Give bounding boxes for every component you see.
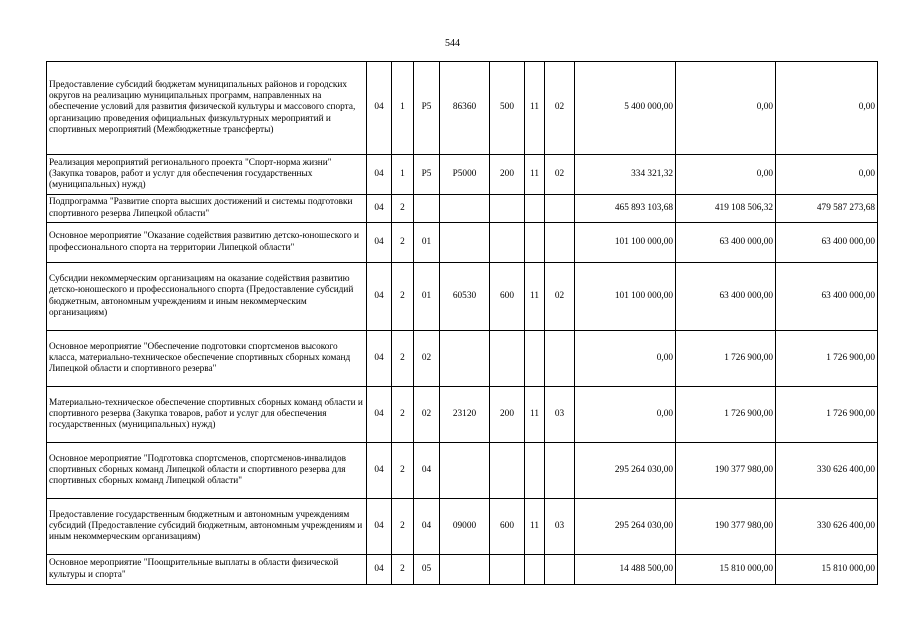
program-code: 04 bbox=[367, 223, 392, 263]
section-code: 11 bbox=[525, 155, 545, 195]
program-code: 04 bbox=[367, 555, 392, 585]
measure-code: 05 bbox=[414, 555, 440, 585]
program-code: 04 bbox=[367, 155, 392, 195]
program-code: 04 bbox=[367, 387, 392, 443]
program-code: 04 bbox=[367, 195, 392, 223]
page-number: 544 bbox=[445, 38, 460, 49]
row-description: Основное мероприятие "Подготовка спортсменов, спортсменов-инвалидов спортивных сборных команд Липецкой области и спортивного резерва для спортивных сборных команд Липецкой области" bbox=[47, 443, 367, 499]
table-row bbox=[47, 62, 878, 155]
subsection-code bbox=[545, 331, 575, 387]
subprogram-code: 2 bbox=[392, 499, 414, 555]
amount-year-1: 101 100 000,00 bbox=[575, 223, 676, 263]
subprogram-code: 2 bbox=[392, 195, 414, 223]
expense-type-code: 200 bbox=[490, 387, 525, 443]
amount-year-3: 63 400 000,00 bbox=[776, 263, 878, 331]
subprogram-code: 2 bbox=[392, 387, 414, 443]
program-code: 04 bbox=[367, 62, 392, 155]
program-code: 04 bbox=[367, 499, 392, 555]
subsection-code: 02 bbox=[545, 62, 575, 155]
subprogram-code: 2 bbox=[392, 443, 414, 499]
direction-code bbox=[440, 195, 490, 223]
expense-type-code: 600 bbox=[490, 499, 525, 555]
section-code bbox=[525, 555, 545, 585]
table-row bbox=[47, 331, 878, 387]
measure-code: P5 bbox=[414, 62, 440, 155]
section-code bbox=[525, 195, 545, 223]
expense-type-code bbox=[490, 195, 525, 223]
amount-year-3: 0,00 bbox=[776, 155, 878, 195]
row-description: Основное мероприятие "Поощрительные выплаты в области физической культуры и спорта" bbox=[47, 555, 367, 585]
measure-code: 01 bbox=[414, 223, 440, 263]
direction-code bbox=[440, 223, 490, 263]
amount-year-3: 0,00 bbox=[776, 62, 878, 155]
direction-code: 09000 bbox=[440, 499, 490, 555]
amount-year-3: 330 626 400,00 bbox=[776, 443, 878, 499]
amount-year-2: 0,00 bbox=[676, 62, 776, 155]
direction-code: 60530 bbox=[440, 263, 490, 331]
amount-year-2: 1 726 900,00 bbox=[676, 331, 776, 387]
row-description: Реализация мероприятий регионального проекта "Спорт-норма жизни" (Закупка товаров, работ и услуг для обеспечения государственных (муниципальных) нужд) bbox=[47, 155, 367, 195]
table-row bbox=[47, 223, 878, 263]
section-code bbox=[525, 223, 545, 263]
amount-year-3: 330 626 400,00 bbox=[776, 499, 878, 555]
measure-code: 02 bbox=[414, 331, 440, 387]
row-description: Основное мероприятие "Обеспечение подготовки спортсменов высокого класса, материально-техническое обеспечение спортивных сборных команд Липецкой области и спортивного резерва" bbox=[47, 331, 367, 387]
direction-code bbox=[440, 331, 490, 387]
subsection-code bbox=[545, 223, 575, 263]
program-code: 04 bbox=[367, 331, 392, 387]
expense-type-code bbox=[490, 223, 525, 263]
measure-code bbox=[414, 195, 440, 223]
row-description: Подпрограмма "Развитие спорта высших достижений и системы подготовки спортивного резерва Липецкой области" bbox=[47, 195, 367, 223]
table-row bbox=[47, 155, 878, 195]
amount-year-2: 419 108 506,32 bbox=[676, 195, 776, 223]
amount-year-2: 63 400 000,00 bbox=[676, 223, 776, 263]
subprogram-code: 2 bbox=[392, 223, 414, 263]
amount-year-3: 479 587 273,68 bbox=[776, 195, 878, 223]
direction-code: 86360 bbox=[440, 62, 490, 155]
table-row bbox=[47, 195, 878, 223]
section-code bbox=[525, 443, 545, 499]
section-code: 11 bbox=[525, 387, 545, 443]
row-description: Предоставление государственным бюджетным и автономным учреждениям субсидий (Предоставление субсидий бюджетным, автономным учреждениям и иным некоммерческим организациям) bbox=[47, 499, 367, 555]
program-code: 04 bbox=[367, 263, 392, 331]
subsection-code: 02 bbox=[545, 263, 575, 331]
amount-year-1: 0,00 bbox=[575, 387, 676, 443]
amount-year-2: 1 726 900,00 bbox=[676, 387, 776, 443]
row-description: Материально-техническое обеспечение спортивных сборных команд области и спортивного резерва (Закупка товаров, работ и услуг для обеспечения государственных (муниципальных) нужд) bbox=[47, 387, 367, 443]
amount-year-2: 190 377 980,00 bbox=[676, 443, 776, 499]
amount-year-3: 1 726 900,00 bbox=[776, 331, 878, 387]
program-code: 04 bbox=[367, 443, 392, 499]
subprogram-code: 2 bbox=[392, 331, 414, 387]
table-row bbox=[47, 263, 878, 331]
amount-year-1: 465 893 103,68 bbox=[575, 195, 676, 223]
expense-type-code: 600 bbox=[490, 263, 525, 331]
amount-year-3: 1 726 900,00 bbox=[776, 387, 878, 443]
amount-year-2: 63 400 000,00 bbox=[676, 263, 776, 331]
subsection-code: 02 bbox=[545, 155, 575, 195]
amount-year-3: 15 810 000,00 bbox=[776, 555, 878, 585]
measure-code: P5 bbox=[414, 155, 440, 195]
amount-year-1: 334 321,32 bbox=[575, 155, 676, 195]
subsection-code bbox=[545, 195, 575, 223]
amount-year-1: 101 100 000,00 bbox=[575, 263, 676, 331]
subprogram-code: 2 bbox=[392, 263, 414, 331]
table-row bbox=[47, 387, 878, 443]
amount-year-3: 63 400 000,00 bbox=[776, 223, 878, 263]
amount-year-2: 0,00 bbox=[676, 155, 776, 195]
row-description: Предоставление субсидий бюджетам муниципальных районов и городских округов на реализацию муниципальных программ, направленных на обеспечение условий для развития физической культуры и массового спорта, организацию проведения официальных физкультурных мероприятий и спортивных мероприятий (Межбюджетные трансферты) bbox=[47, 62, 367, 155]
amount-year-2: 15 810 000,00 bbox=[676, 555, 776, 585]
table-row bbox=[47, 555, 878, 585]
row-description: Основное мероприятие "Оказание содействия развитию детско-юношеского и профессионального спорта на территории Липецкой области" bbox=[47, 223, 367, 263]
amount-year-1: 0,00 bbox=[575, 331, 676, 387]
subprogram-code: 1 bbox=[392, 62, 414, 155]
subsection-code bbox=[545, 555, 575, 585]
measure-code: 04 bbox=[414, 499, 440, 555]
amount-year-1: 295 264 030,00 bbox=[575, 499, 676, 555]
measure-code: 04 bbox=[414, 443, 440, 499]
direction-code bbox=[440, 555, 490, 585]
section-code bbox=[525, 331, 545, 387]
expense-type-code bbox=[490, 443, 525, 499]
amount-year-1: 5 400 000,00 bbox=[575, 62, 676, 155]
budget-table bbox=[46, 61, 878, 585]
measure-code: 01 bbox=[414, 263, 440, 331]
subsection-code: 03 bbox=[545, 387, 575, 443]
expense-type-code bbox=[490, 331, 525, 387]
section-code: 11 bbox=[525, 263, 545, 331]
amount-year-2: 190 377 980,00 bbox=[676, 499, 776, 555]
direction-code bbox=[440, 443, 490, 499]
subprogram-code: 2 bbox=[392, 555, 414, 585]
expense-type-code bbox=[490, 555, 525, 585]
direction-code: P5000 bbox=[440, 155, 490, 195]
expense-type-code: 200 bbox=[490, 155, 525, 195]
amount-year-1: 295 264 030,00 bbox=[575, 443, 676, 499]
row-description: Субсидии некоммерческим организациям на оказание содействия развитию детско-юношеского и профессионального спорта (Предоставление субсидий бюджетным, автономным учреждениям и иным некоммерческим организациям) bbox=[47, 263, 367, 331]
subprogram-code: 1 bbox=[392, 155, 414, 195]
section-code: 11 bbox=[525, 499, 545, 555]
budget-table-body bbox=[47, 62, 878, 585]
table-row bbox=[47, 443, 878, 499]
table-row bbox=[47, 499, 878, 555]
amount-year-1: 14 488 500,00 bbox=[575, 555, 676, 585]
expense-type-code: 500 bbox=[490, 62, 525, 155]
subsection-code: 03 bbox=[545, 499, 575, 555]
subsection-code bbox=[545, 443, 575, 499]
section-code: 11 bbox=[525, 62, 545, 155]
measure-code: 02 bbox=[414, 387, 440, 443]
direction-code: 23120 bbox=[440, 387, 490, 443]
